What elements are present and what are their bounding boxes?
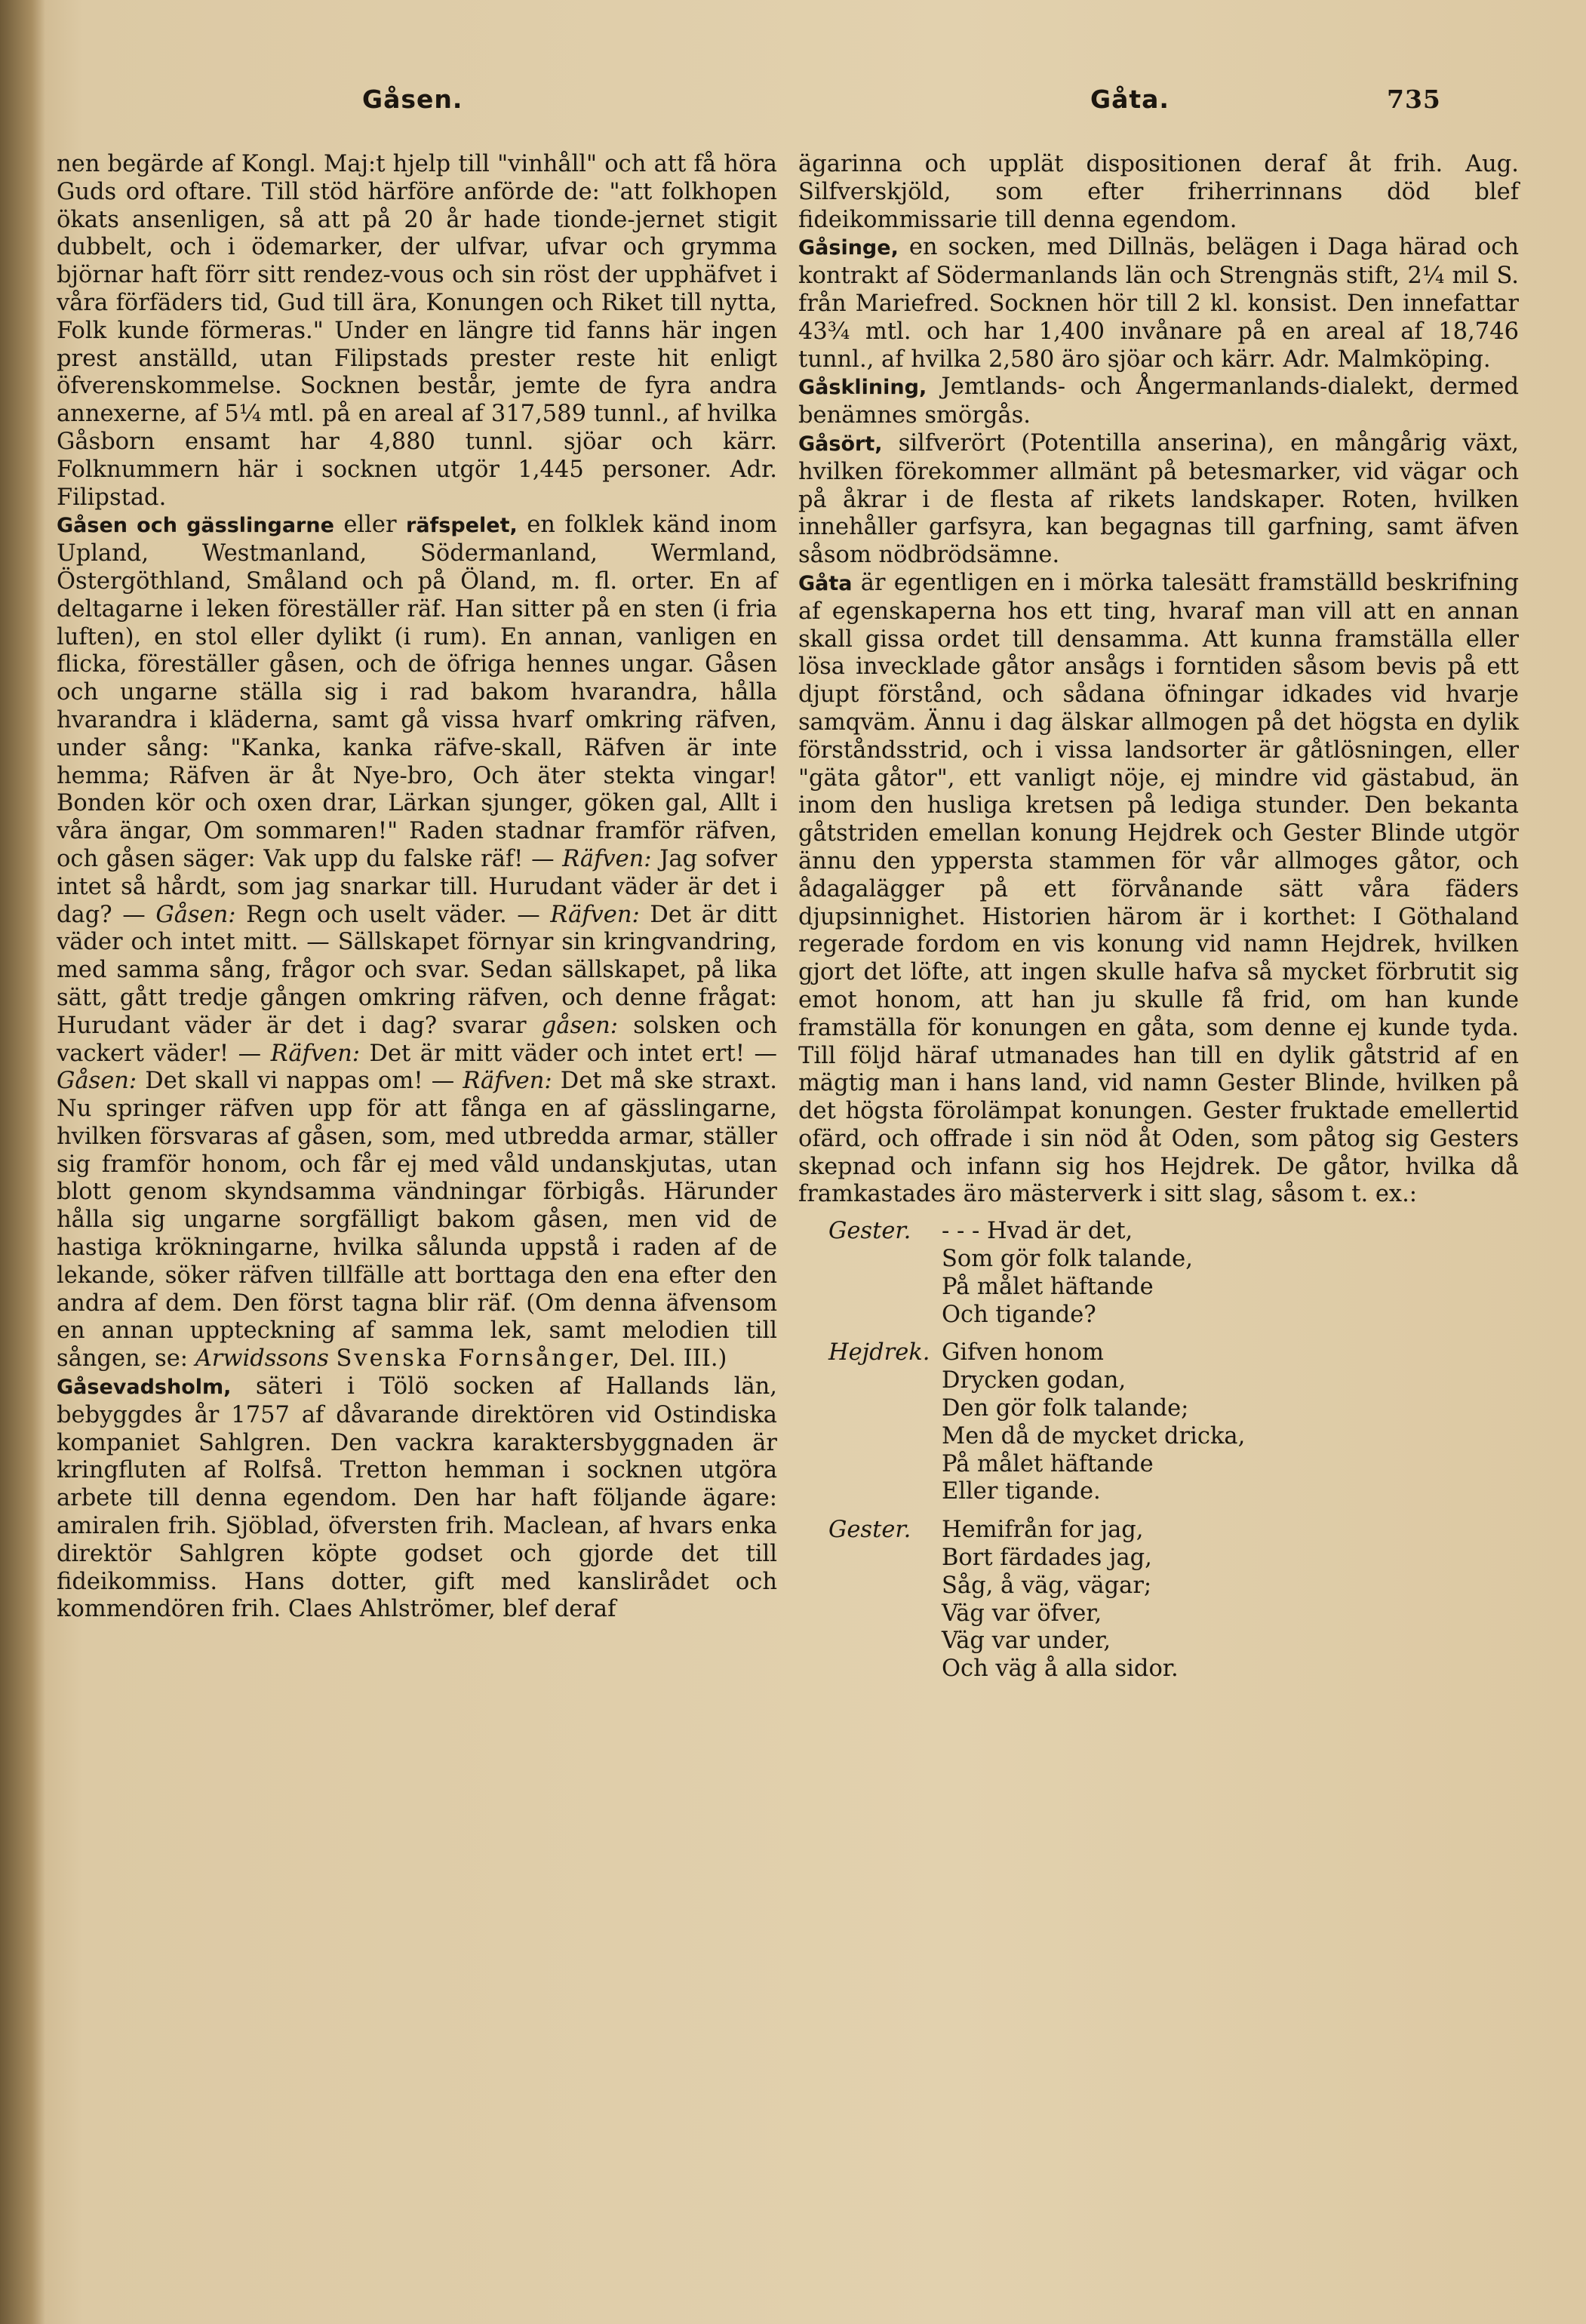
headword: Gåsen och gässlingarne — [57, 514, 334, 538]
reference-author: Arwidssons — [195, 1345, 329, 1373]
text: eller — [333, 512, 407, 539]
verse-lines — [942, 1517, 1179, 1683]
verse-line: Bort färdades jag, — [942, 1545, 1152, 1572]
binding-gutter — [0, 0, 45, 2324]
entry-gasklining — [798, 374, 1519, 430]
headword: Gåsinge, — [798, 236, 899, 260]
text: Det är mitt väder och intet ert! — — [360, 1040, 777, 1067]
verse-lines — [942, 1339, 1245, 1506]
verse-line: Eller tigande. — [942, 1478, 1101, 1505]
text: är egentligen en i mörka talesätt framställd beskrifning af egenskaperna hos ett ting, hvaraf man vill att en annan skall gissa ordet till densamma. Att kunna framställa eller lösa invecklade gåtor ansågs i forntiden såsom bevis på ett djupt förstånd, och sådana öfningar idkades vid hvarje samqväm. Ännu i dag älskar allmogen på det högsta en dylik förståndsstrid, och i vissa landsorter är gåtlösningen, eller "gäta gåtor", ett vanligt nöje, ej mindre vid gästabud, än inom den husliga kretsen på lediga stunder. Den bekanta gåtstriden emellan konung Hejdrek och Gester Blinde utgör ännu den yppersta stammen för vår allmoges gåtor, och ådagalägger på ett förvånande sätt våra fäders djupsinnighet. Historien härom är i korthet: I Göthaland regerade fordom en vis konung vid namn Hejdrek, hvilken gjort det löfte, att ingen skulle hafva så mycket förbrutit sig emot honom, att han ju skulle få frid, om han kunde framställa för konungen en gåta, som denne ej kunde tyda. Till följd häraf utmanades han till en dylik gåtstrid af en mägtig man i hans land, vid namn Gester Blinde, hvilken på det högsta förolämpat konungen. Gester fruktade emellertid ofärd, och offrade i sin nöd åt Oden, som påtog sig Gesters skepnad och infann sig hos Hejdrek. De gåtor, hvilka då framkastades äro mästerverk i sitt slag, såsom t. ex.: — [798, 569, 1519, 1208]
verse-line: Och väg å alla sidor. — [942, 1655, 1179, 1683]
verse-lines — [942, 1218, 1193, 1329]
reference-title: Svenska Fornsånger, — [336, 1345, 622, 1373]
entry-gasort — [798, 430, 1519, 570]
left-column — [57, 151, 777, 1624]
paragraph-gasevadsholm-cont: ägarinna och upplät dispositionen deraf åt frih. Aug. Silfverskjöld, som efter friherrinnans död blef fideikommissarie till denna egendom. — [798, 151, 1519, 233]
text: Det må ske straxt. Nu springer räfven upp för att fånga en af gässlingarne, hvilken försvaras af gåsen, som, med utbredda armar, ställer sig framför honom, och får ej med våld undanskjutas, utan blott genom skyndsamma vändningar förbigås. Härunder hålla sig ungarne sorgfälligt bakom gåsen, men vid de hastiga krökningarne, hvilka sålunda uppstå i raden af de lekande, söker räfven tillfälle att borttaga den ena efter den andra af dem. Den först tagna blir räf. (Om denna äfvensom en annan uppteckning af samma lek, samt melodien till sången, se: — [57, 1068, 777, 1373]
speaker-label: Räfven: — [270, 1040, 361, 1067]
paragraph-gasborn-cont: nen begärde af Kongl. Maj:t hjelp till "vinhåll" och att få höra Guds ord oftare. Till stöd härföre anförde de: "att folkhopen ökats ansenligen, så att på 20 år hade tionde-jernet stigit dubbelt, och i ödemarker, der ulfvar, ufvar och grymma björnar haft förr sitt rendez-vous och sin röst der upphäfvet i våra förfäders tid, Gud till ära, Konungen och Riket till nytta, Folk kunde förmeras." Under en längre tid fanns här ingen prest anställd, utan Filipstads prester reste hit enligt öfverenskommelse. Socknen består, jemte de fyra andra annexerne, af 5¼ mtl. på en areal af 317,589 tunnl., af hvilka Gåsborn ensamt har 4,880 tunnl. sjöar och kärr. Folknummern här i socknen utgör 1,445 personer. Adr. Filipstad. — [57, 151, 777, 511]
running-head-right: Gåta. — [1090, 85, 1170, 114]
headword: räfspelet, — [406, 514, 518, 538]
text: Jemtlands- och Ångermanlands-dialekt, dermed benämnes smörgås. — [798, 374, 1519, 429]
entry-gata — [798, 570, 1519, 1209]
verse-line: Drycken godan, — [942, 1367, 1126, 1394]
headword: Gåta — [798, 571, 853, 595]
text: Del. III.) — [622, 1345, 727, 1373]
riddle-verse — [798, 1517, 1519, 1683]
entry-gasevadsholm — [57, 1373, 777, 1624]
verse-line: Hemifrån for jag, — [942, 1517, 1144, 1544]
text: en folklek känd inom Upland, Westmanland, Södermanland, Wermland, Östergöthland, Småland och på Öland, m. fl. orter. En af deltagarne i leken föreställer räf. Han sitter på en sten (i fria luften), en stol eller dylikt (i rum). En annan, vanligen en flicka, föreställer gåsen, och de öfriga hennes ungar. Gåsen och ungarne ställa sig i rad bakom hvarandra, hålla hvarandra i kläderna, samt gå vissa hvarf omkring räfven, under sång: "Kanka, kanka räfve-skall, Räfven är inte hemma; Räfven är åt Nye-bro, Och äter stekta vingar! Bonden kör och oxen drar, Lärkan sjunger, göken gal, Allt i våra ängar, Om sommaren!" Raden stadnar framför räfven, och gåsen säger: Vak upp du falske räf! — — [57, 512, 777, 872]
headword: Gåsklining, — [798, 376, 927, 400]
riddle-verse — [798, 1339, 1519, 1506]
verse-line: Och tigande? — [942, 1301, 1096, 1328]
headword: Gåsevadsholm, — [57, 1376, 232, 1400]
text: Det är ditt väder och intet mitt. — Sällskapet förnyar sin kringvandring, med samma sång, frågor och svar. Sedan sällskapet, på lika sätt, gått tredje gången omkring räfven, och denne frågat: Hurudant väder är det i dag? svarar — [57, 901, 777, 1039]
text: en socken, med Dillnäs, belägen i Daga härad och kontrakt af Södermanlands län och Strengnäs stift, 2¼ mil S. från Mariefred. Socknen hör till 2 kl. konsist. Den innefattar 43¾ mtl. och har 1,400 invånare på en areal af 18,746 tunnl., af hvilka 2,580 äro sjöar och kärr. Adr. Malmköping. — [798, 234, 1519, 373]
verse-line: På målet häftande — [942, 1450, 1154, 1477]
speaker-label: Räfven: — [463, 1068, 552, 1095]
text: solsken och vackert väder! — — [57, 1012, 777, 1067]
text: Regn och uselt väder. — — [235, 901, 551, 928]
verse-line: Väg var öfver, — [942, 1600, 1102, 1627]
verse-line: Den gör folk talande; — [942, 1395, 1189, 1422]
right-column — [798, 151, 1519, 1694]
text: silfverört (Potentilla anserina), en mångårig växt, hvilken förekommer allmänt på betesmarker, vid vägar och på åkrar i de flesta af rikets landskaper. Roten, hvilken innehåller garfsyra, kan begagnas till garfning, samt äfven såsom nödbrödsämne. — [798, 429, 1519, 569]
verse-line: Men då de mycket dricka, — [942, 1422, 1246, 1449]
page-number: 735 — [1387, 85, 1441, 114]
text: Det skall vi nappas om! — — [137, 1068, 463, 1095]
verse-speaker: Gester. — [828, 1218, 911, 1245]
speaker-label: Gåsen: — [155, 901, 236, 928]
verse-speaker: Gester. — [828, 1517, 911, 1544]
text: säteri i Tölö socken af Hallands län, bebyggdes år 1757 af dåvarande direktören vid Ostindiska kompaniet Sahlgren. Den vackra karaktersbyggnaden är kringfluten af Rolfså. Tretton hemman i socknen utgöra arbete till denna egendom. Den har haft följande ägare: amiralen frih. Sjöblad, öfversten frih. Maclean, af hvars enka direktör Sahlgren köpte godset och gjorde det till fideikommiss. Hans dotter, gift med kanslirådet och kommendören frih. Claes Ahlströmer, blef deraf — [57, 1373, 777, 1623]
verse-line: Gifven honom — [942, 1339, 1104, 1366]
speaker-label: Gåsen: — [57, 1068, 137, 1095]
entry-gasinge — [798, 234, 1519, 374]
verse-line: Såg, å väg, vägar; — [942, 1572, 1152, 1599]
text: Jag sofver intet så hårdt, som jag snarkar till. Hurudant väder är det i dag? — — [57, 845, 777, 928]
verse-line: - - - Hvad är det, — [942, 1218, 1133, 1245]
verse-line: På målet häftande — [942, 1273, 1154, 1300]
speaker-label: Räfven: — [550, 901, 640, 928]
entry-gasen-och-gasslingarne — [57, 512, 777, 1373]
running-head-left: Gåsen. — [362, 85, 463, 114]
riddle-verse — [798, 1218, 1519, 1329]
verse-line: Som gör folk talande, — [942, 1246, 1193, 1273]
verse-speaker: Hejdrek. — [828, 1339, 930, 1366]
verse-line: Väg var under, — [942, 1628, 1111, 1655]
speaker-label: gåsen: — [541, 1012, 619, 1039]
headword: Gåsört, — [798, 432, 883, 456]
speaker-label: Räfven: — [562, 845, 652, 872]
